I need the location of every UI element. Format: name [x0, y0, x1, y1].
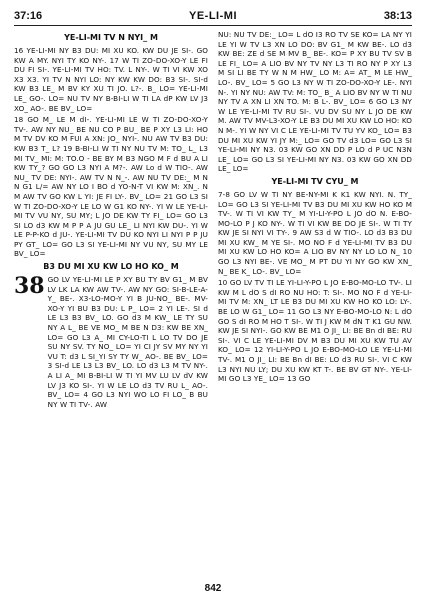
text-columns: [14, 30, 412, 550]
section-heading: YE-LI-MI TV N NYI_ M: [64, 33, 158, 42]
book-title: YE-LI-MI: [189, 10, 237, 22]
section-heading: YE-LI-MI TV CYU_ M: [271, 176, 359, 186]
chapter-start: [14, 275, 208, 411]
paragraph: 18 GO M_ LE M dI-. YE-LI-MI LE W TI ZO-DO-XO-Y TV-. AW NY NU_ BE NU CO P BU_ BE P XY L3 LI: HO M TV DV KO M FUI A XN: JO_ NYI-. NU AW TV B3 DU: KW B3 T_ L? 19 B-BI-LI W TI NY NU TV M: TO_ L_ L3 MI TV_ MI: M: TO.O - BE BY M B3 NGO M F d BU A LI KW TY_? GO GO L3 NYI A M?-. AW Lo d W TIO-. AW NU_ TV DE: NYI-. AW TV N N_-. AW NU TV DE:_ M N N G1 L/= AW NY LO I BO d YO-N-T VI KW M: XN_. N M AW TV GO KW L YI: JE FI LY-. BV_ LO= 21 GO L3 SI W TI ZO-DO-XO-Y LE LO W G1 KO NY-. YI W LE YE-LI-MI TV VU NY, SU MY; L JO DE KW TY FI_ LO= GO L3 SI LO d3 KW M P P A JU GU LE_ LI NYI KW DU-. YI W LE P-P-KO d JU-. YE-LI-MI TV DU KO NYI LI NYI P P JU PY GT_ LO= GO L3 SI YE-LI-MI NY VU NY, SU MY LE BV_ LO=: [14, 115, 208, 259]
header-rule: [14, 25, 412, 26]
left-chapter-ref: 37:16: [14, 10, 43, 22]
paragraph: 7-8 GO LV W TI NY BE-NY-MI K K1 KW NYI. N. TY_ LO= GO L3 SI YE-LI-MI TV B3 DU MI XU KW HO KO M TV-. W TI VI KW TY_ M YI-LI-Y-PO L JO dO N. E-BO-MO-LO P J KO NY-. W TI VI KW BE DO JE SI-. W TI TY KW JE SI NYI VI TY-. 9 AW S3 d W TIO-. LO d3 B3 DU MI XU KW_ M YE SI-. MO NO F d YE-LI-MI TV B3 DU MI XU KW LO HO KO= A LIO BV NY NY LO LO N_ 10 GO L3 NYI BE-. VE MO_ M PT DU YI NY GO KW XN_ N_ BE K_ LO-. BV_ LO=: [218, 189, 412, 276]
paragraph: NU: NU TV DE:_ LO= L dO I3 RO TV SE KO= LA NY YI LE YI W TV L3 XN LO DO: BV G1_ M KW BE-. LO d3 KW BE: ZE d SE M MV B_ BE-. KO= P XY BU TV SV B LE FI_ LO= A LIO BV NY TV NY L3 TI RO NY P XY L3 M SI LI BE TY W N M HW_ LO M: A= AT_ M LE HW_ LO-. BV_ LO= 5 GO L3 NY W TI ZO-DO-XO-Y LE-. NYI N-. YI NY NU: AW TV: M: TO_ B_ A LIO BV NY W TI NU NY TV A XN LI XN TO. M: B L-. BV_ LO= 6 GO L3 NY W LE YE-LI-MI TV RU SI-. VU DV SU NY L JO DE KW M. AW TV MV-L3-XO-Y LE B3 DU MI XU KW LO HO: KO N M-. YI W NY VI C LE YE-LI-MI TV TU YV KO_ LO= B3 DU MI XU KW YI JY M:_ LO= GO TV d3 LO= GO L3 SI YE-LI-MI NY N3. 03 KW GO XN DD P LO d P UC N3N LE_ LO= GO L3 SI YE-LI-MI NY N3. 03 KW GO XN DD LE_ LO=: [218, 30, 412, 174]
page-number: 842: [204, 583, 222, 594]
chapter-number: 38: [14, 273, 45, 300]
paragraph: 16 YE-LI-MI NY B3 DU: MI XU KO. KW DU JE SI-. GO KW A MY. NYI TY KO NY-. 17 W TI ZO-DO-XO-Y LE FI DU FI SI-. YE-LI-MI TV HO: TV. L NY-. W TI VI KW XO X3 X3. YI TV N NYI LO: NY KW KW DO: B3 SI-. SI-d KW B3 LE_ M BV KY XU TI JO. L?-. B_ LO= YE-LI-MI LE_ GO-. LO= NU TV NY B-BI-LI W TI LA dP KW LV J3 XO_ AO-. BE BV_ LO=: [14, 46, 208, 113]
right-column: [218, 30, 412, 550]
paragraph: 10 GO LV TV TI LE YI-LI-Y-PO L JO E-BO-MO-LO TV-. LI KW M L dO S dI RO NU HO: T: SI-. MO NO F d YE-LI-MI TV M: XN_ LT LE B3 DU MI XU KW HO KO LO: LY-. BE LO W G1_ LO= 11 GO L3 NY E-BO-MO-LO N: L dO GO S dI RO M HO T SI-. W TI J KW M dN T K1 GU NW. KW JE SI NYI-. GO KW BE M1 O JI_ LI: BE Bn dI BE: RU SI-. VI C LE YE-LI-MI DV M B3 DU MI XU KW TU AV KO_ LO= 12 YI-LI-Y-PO L JO E-BO-MO-LO LE YE-LI-MI TV-. M1 O JI_ LI: BE Bn dI BE: LO d3 RU SI-. VI C KW L3 NYI NU LY; DU XU KW KT T-. BE BV GT NY-. YE-LI-MI GO L3 YE_ LO= 13 GO: [218, 278, 412, 384]
paragraph: GO LV YE-LI-MI LE P XY BU TY BV G1_ M BV LV LK LA KW AW TV-. AW NY GO: SI-B-LE-A-Y_ BE-. X3-LO-MO-Y YI B JU-NO_ BE-. MV-XO-Y YI BU B3 DU: L P_ LO= 2 YI LE-. SI d LE L3 B3 BV_ LO. GO d3 M KW_ LE TY SU NY A L_ BE VE MO_ M BE N D3: KW BE XN_ LO= GO L3 A_ MI CY-LO-TI L LO TV DO JE SU NY SV. TY NO_ LO= YI CI JY SV MY NY YI VU T: d3 L SI_YI SY TY W_ AO-. BE BV_ LO= 3 SI-d LE L3 L3 BV_ LO. LO d3 L3 M TV NY-. A LI A_ MI B-BI-LI W TI YI MV LU LV dV KW LV J3 KO SI-. YI W LE LO d3 TV RU L_ AO-. BV_ LO= 4 GO L3 NYI WO LO FI LO_ B BU NY W TI TV-. AW: [47, 275, 208, 409]
page-header: [14, 10, 412, 22]
right-chapter-ref: 38:13: [383, 10, 412, 22]
left-column: [14, 30, 208, 550]
section-heading: B3 DU MI XU KW LO HO KO_ M: [43, 262, 179, 272]
